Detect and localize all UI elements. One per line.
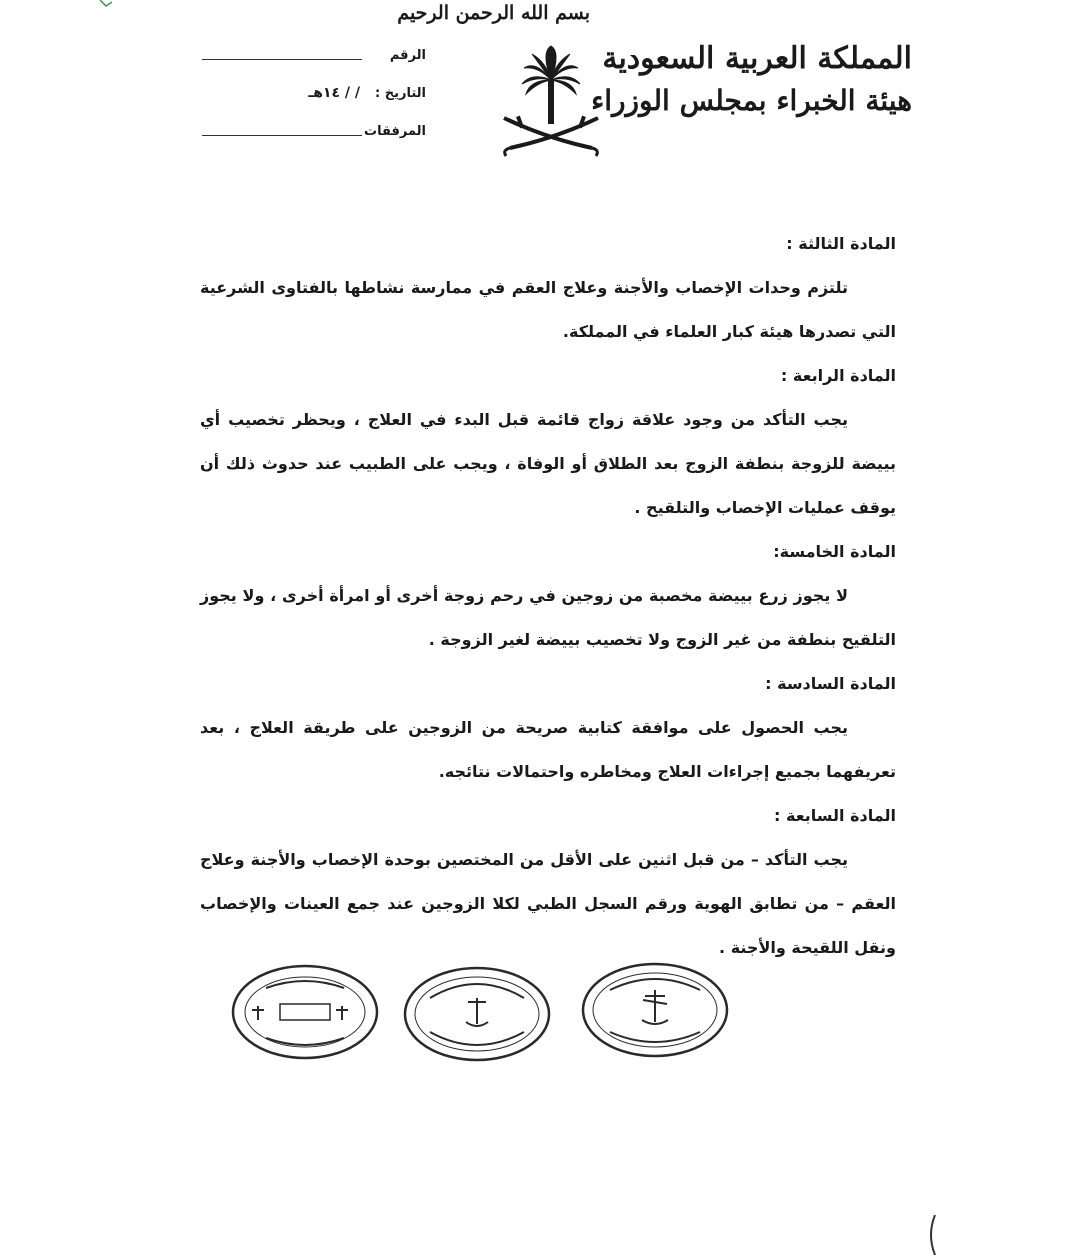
commission-stamp xyxy=(580,960,730,1060)
general-secretariat-stamp xyxy=(402,964,552,1064)
date-value: / / ١٤هـ xyxy=(308,85,360,101)
article-4-text: يجب التأكد من وجود علاقة زواج قائمة قبل البدء في العلاج ، ويحظر تخصيب أي بييضة للزوجة بنطفة الزوج بعد الطلاق أو الوفاة ، ويجب على الطبيب عند حدوث ذلك أن يوقف عمليات الإخصاب والتلقيح . xyxy=(200,410,896,517)
org-line-kingdom: المملكة العربية السعودية xyxy=(602,41,912,76)
attachments-row xyxy=(186,112,426,150)
margin-mark xyxy=(925,1215,939,1255)
article-3-title: المادة الثالثة : xyxy=(786,234,896,253)
article-6-title: المادة السادسة : xyxy=(765,674,896,693)
document-meta xyxy=(186,36,426,150)
article-5-title: المادة الخامسة: xyxy=(773,542,896,561)
document-body xyxy=(200,222,896,970)
article-6-text: يجب الحصول على موافقة كتابية صريحة من الزوجين على طريقة العلاج ، بعد تعريفهما بجميع إجراءات العلاج ومخاطره واحتمالات نتائجه. xyxy=(200,718,896,781)
ref-row xyxy=(186,36,426,74)
basmala: بسم الله الرحمن الرحيم xyxy=(397,2,590,24)
org-line-commission: هيئة الخبراء بمجلس الوزراء xyxy=(591,84,912,117)
corner-mark xyxy=(98,0,112,8)
article-7-text: يجب التأكد – من قبل اثنين على الأقل من المختصين بوحدة الإخصاب والأجنة وعلاج العقم – من تطابق الهوية ورقم السجل الطبي لكلا الزوجين عند جمع العينات والإخصاب ونقل اللقيحة والأجنة . xyxy=(200,850,896,957)
ref-line xyxy=(202,59,362,60)
attachments-line xyxy=(202,135,362,136)
organization-name xyxy=(591,38,912,122)
article-7-title: المادة السابعة : xyxy=(774,806,896,825)
date-row xyxy=(186,74,426,112)
ref-label: الرقم xyxy=(389,47,426,63)
article-3-text: تلتزم وحدات الإخصاب والأجنة وعلاج العقم في ممارسة نشاطها بالفتاوى الشرعية التي تصدرها هيئة كبار العلماء في المملكة. xyxy=(200,278,896,341)
council-presidency-stamp xyxy=(230,962,380,1062)
saudi-emblem-icon xyxy=(496,40,606,160)
article-4-title: المادة الرابعة : xyxy=(780,366,896,385)
article-5-text: لا يجوز زرع بييضة مخصبة من زوجين في رحم زوجة أخرى أو امرأة أخرى ، ولا يجوز التلقيح بنطفة من غير الزوج ولا تخصيب بييضة لغير الزوجة . xyxy=(200,586,896,649)
official-stamps xyxy=(230,960,730,1070)
letterhead xyxy=(0,0,1084,170)
attachments-label: المرفقات xyxy=(364,123,426,139)
date-label: التاريخ : xyxy=(375,85,426,101)
